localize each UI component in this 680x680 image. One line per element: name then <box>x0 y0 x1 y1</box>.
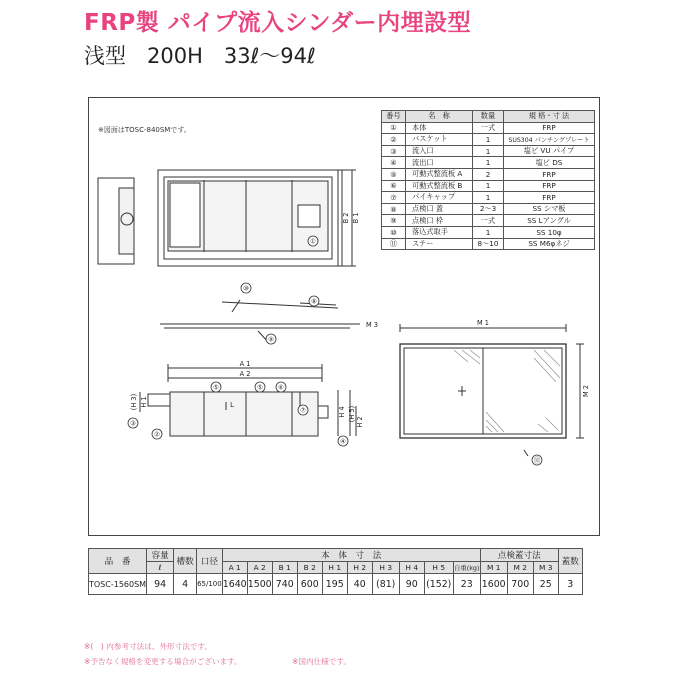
dim-h4: H 4 <box>338 406 346 418</box>
callout-label-1: ① <box>310 237 316 246</box>
table-row: ⑤ 可動式整流板 A 2 FRP <box>382 168 595 180</box>
spec-header-tanks: 槽数 <box>174 549 197 574</box>
callout-label-9: ⑨ <box>268 335 274 344</box>
dim-h5: (H 5) <box>348 405 356 423</box>
dim-h3: (H 3) <box>130 393 138 411</box>
spec-header-capacity: 容量 <box>147 549 174 562</box>
parts-header-spec: 規 格・寸 法 <box>504 111 595 123</box>
parts-header-no: 番号 <box>382 111 406 123</box>
footnote-domestic: ※国内仕様です。 <box>292 657 351 666</box>
spec-header-diameter: 口径 <box>197 549 223 574</box>
table-row: ② バスケット 1 SUS304 パンチングプレート <box>382 134 595 146</box>
dim-a1: A 1 <box>239 360 251 368</box>
spec-header-row <box>89 549 583 562</box>
dim-m3: M 3 <box>366 321 378 329</box>
callout-label-3: ③ <box>130 419 136 428</box>
callout-label-8: ⑧ <box>311 297 317 306</box>
spec-table <box>88 548 583 595</box>
callout-label-5a: ⑤ <box>213 383 219 392</box>
dim-m2: M 2 <box>582 385 590 397</box>
spec-subheader-row: ℓ A 1 A 2 B 1 B 2 H 1 H 2 H 3 H 4 H 5 自重(kg) M 1 M 2 M 3 <box>89 562 583 574</box>
table-row: ⑥ 可動式整流板 B 1 FRP <box>382 180 595 192</box>
dim-l: L <box>230 401 234 409</box>
callout-label-5b: ⑤ <box>257 383 263 392</box>
table-row: ⑩ 落込式取手 1 SS 10φ <box>382 226 595 238</box>
parts-table <box>381 110 595 250</box>
spec-header-capacity-unit: ℓ <box>147 562 174 574</box>
dim-b1: B 1 <box>352 212 360 224</box>
page-subtitle: 浅型 200H 33ℓ～94ℓ <box>84 44 316 68</box>
table-row: ⑨ 点検口 枠 一式 SS Lアングル <box>382 215 595 227</box>
footnote-reference-dims: ※( ) 内参考寸法は、外形寸法です。 <box>84 642 212 651</box>
spec-header-body: 本 体 寸 法 <box>222 549 480 562</box>
table-row: ⑧ 点検口 蓋 2～3 SS シマ板 <box>382 203 595 215</box>
spec-header-cover: 点検蓋寸法 <box>480 549 558 562</box>
footnote-spec-change: ※予告なく規格を変更する場合がございます。 <box>84 657 242 666</box>
parts-header-row <box>382 111 595 123</box>
callout-label-4: ④ <box>340 437 346 446</box>
spec-model: TOSC-1560SM <box>89 574 147 595</box>
callout-label-7: ⑦ <box>300 406 306 415</box>
table-row: ⑪ ステー 8～10 SS M6φネジ <box>382 238 595 250</box>
dim-a2: A 2 <box>239 370 251 378</box>
spec-header-model: 品 番 <box>89 549 147 574</box>
table-row: ③ 流入口 1 塩ビ VU パイプ <box>382 145 595 157</box>
dim-m1: M 1 <box>477 319 489 327</box>
table-row: ⑦ パイキャップ 1 FRP <box>382 192 595 204</box>
parts-header-name: 名 称 <box>406 111 473 123</box>
callout-label-6: ⑥ <box>278 383 284 392</box>
spec-header-cover-count: 蓋数 <box>558 549 582 574</box>
page-title: FRP製 パイプ流入シンダー内埋設型 <box>84 10 472 36</box>
parts-header-qty: 数量 <box>473 111 504 123</box>
section-body <box>170 392 318 436</box>
table-row: TOSC-1560SM 94 4 65/100 1640 1500 740 600 195 40 (81) 90 (152) 23 1600 700 25 3 <box>89 574 583 595</box>
table-row: ① 本体 一式 FRP <box>382 122 595 134</box>
dim-h1: H 1 <box>140 396 148 408</box>
dim-h2: H 2 <box>356 416 364 428</box>
table-row: ④ 流出口 1 塩ビ DS <box>382 157 595 169</box>
drawing-note: ※図面はTOSC-840SMです。 <box>98 126 191 134</box>
callout-label-2: ② <box>154 430 160 439</box>
dim-b2: B 2 <box>342 212 350 224</box>
callout-label-11: ⑪ <box>533 456 541 465</box>
callout-label-10: ⑩ <box>243 284 249 293</box>
